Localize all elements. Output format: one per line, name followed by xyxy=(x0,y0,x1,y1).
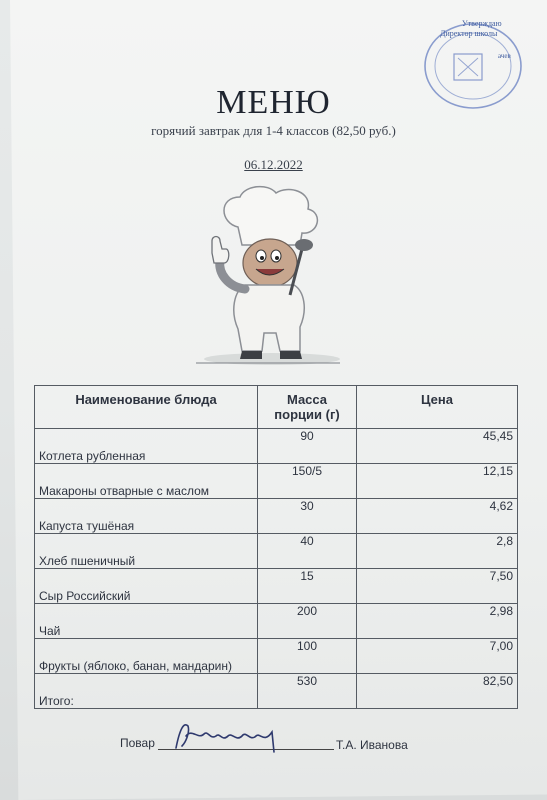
cook-label: Повар xyxy=(120,736,155,750)
total-mass: 530 xyxy=(258,674,357,709)
total-label: Итого: xyxy=(35,674,258,709)
menu-table xyxy=(34,385,518,709)
dish-price: 12,15 xyxy=(357,464,518,499)
table-total-row xyxy=(35,674,518,709)
stamp-line-1: Утверждаю xyxy=(462,19,502,28)
dish-price: 2,98 xyxy=(357,604,518,639)
col-header-name: Наименование блюда xyxy=(35,386,258,429)
dish-name: Чай xyxy=(35,604,258,639)
page-subtitle: горячий завтрак для 1-4 классов (82,50 руб.) xyxy=(151,123,396,138)
chef-illustration xyxy=(190,183,350,368)
col-header-mass: Масса порции (г) xyxy=(258,386,357,429)
stamp-line-2: Директор школы xyxy=(440,29,498,38)
dish-name: Сыр Российский xyxy=(35,569,258,604)
table-row xyxy=(35,569,518,604)
table-row xyxy=(35,604,518,639)
table-row xyxy=(35,534,518,569)
dish-price: 45,45 xyxy=(357,429,518,464)
dish-name: Хлеб пшеничный xyxy=(35,534,258,569)
dish-name: Фрукты (яблоко, банан, мандарин) xyxy=(35,639,258,674)
table-row xyxy=(35,499,518,534)
dish-mass: 40 xyxy=(258,534,357,569)
cook-signature-block xyxy=(120,716,440,756)
dish-price: 4,62 xyxy=(357,499,518,534)
dish-price: 2,8 xyxy=(357,534,518,569)
dish-mass: 200 xyxy=(258,604,357,639)
table-row xyxy=(35,639,518,674)
total-price: 82,50 xyxy=(357,674,518,709)
table-header-row xyxy=(35,386,518,429)
cook-name: Т.А. Иванова xyxy=(336,738,408,752)
dish-mass: 30 xyxy=(258,499,357,534)
dish-price: 7,00 xyxy=(357,639,518,674)
dish-mass: 15 xyxy=(258,569,357,604)
dish-name: Капуста тушёная xyxy=(35,499,258,534)
menu-date: 06.12.2022 xyxy=(244,157,303,172)
dish-price: 7,50 xyxy=(357,569,518,604)
page-title: МЕНЮ xyxy=(216,84,331,121)
dish-mass: 90 xyxy=(258,429,357,464)
dish-name: Макароны отварные с маслом xyxy=(35,464,258,499)
table-row xyxy=(35,429,518,464)
stamp-line-3: ачев xyxy=(498,52,511,60)
dish-mass: 100 xyxy=(258,639,357,674)
table-row xyxy=(35,464,518,499)
dish-mass: 150/5 xyxy=(258,464,357,499)
col-header-price: Цена xyxy=(357,386,518,429)
dish-name: Котлета рубленная xyxy=(35,429,258,464)
handwritten-signature xyxy=(170,718,280,754)
